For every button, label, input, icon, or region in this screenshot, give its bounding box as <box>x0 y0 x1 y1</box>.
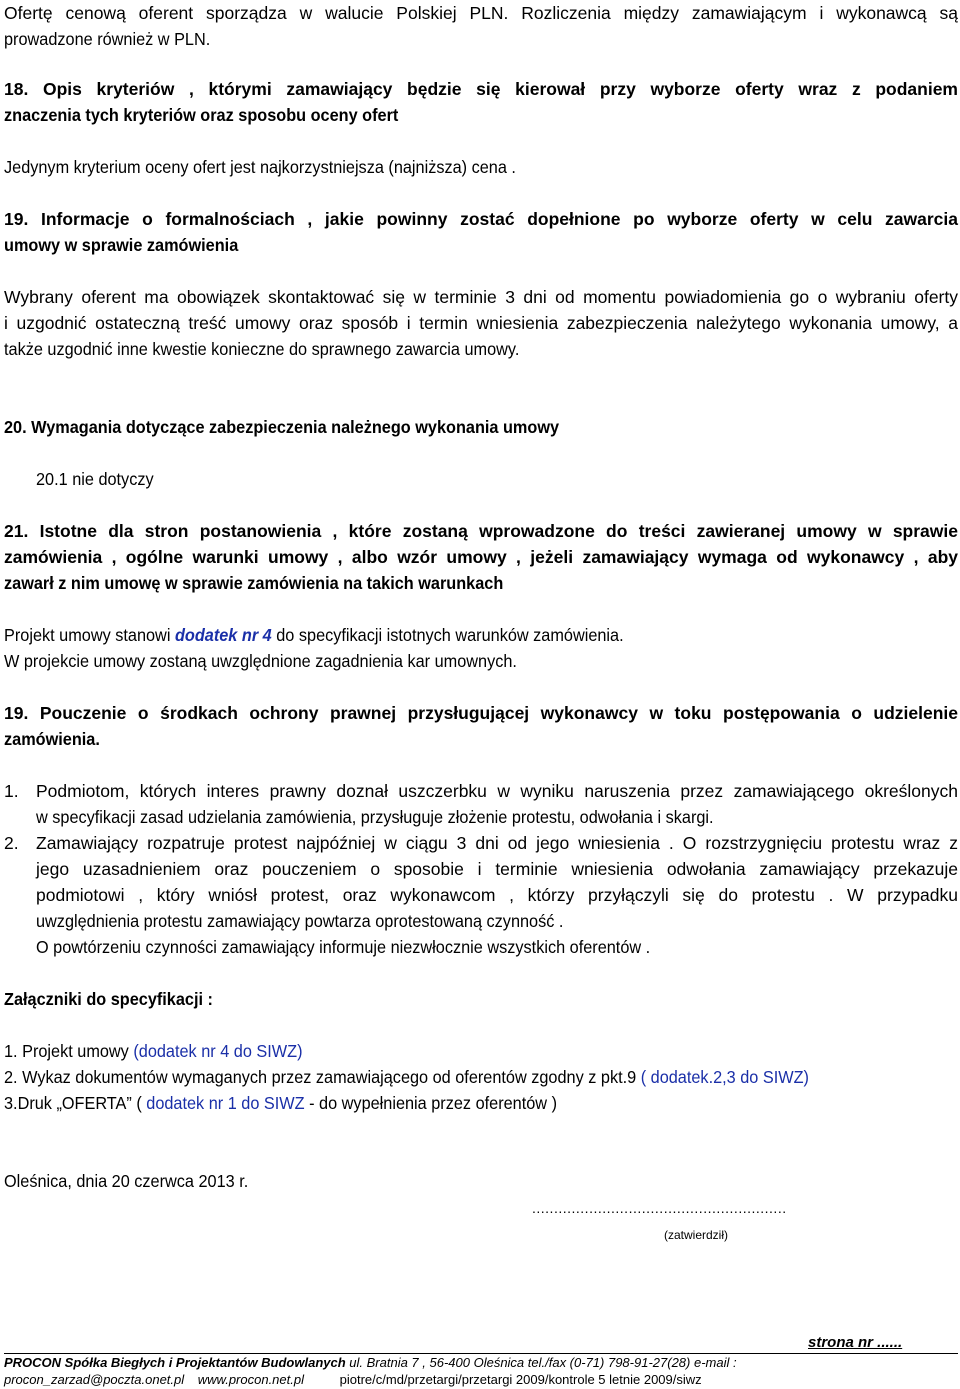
attachment-3 <box>4 1090 557 1116</box>
section-18-body: Jedynym kryterium oceny ofert jest najkorzystniejsza (najniższa) cena . <box>4 157 516 177</box>
list-item-1-line-2: w specyfikacji zasad udzielania zamówienia, przysługuje złożenie protestu, odwołania i skargi. <box>36 807 714 827</box>
footer-line-1 <box>4 1354 737 1372</box>
dodatek-4-link[interactable]: dodatek nr 4 <box>174 625 272 645</box>
section-19b-heading-2: zamówienia. <box>4 729 100 749</box>
section-18-heading-2: znaczenia tych kryteriów oraz sposobu oceny ofert <box>4 105 399 125</box>
list-item-number: 2. <box>4 833 19 853</box>
section-19b-heading-1: 19. Pouczenie o środkach ochrony prawnej przysługującej wykonawcy w toku postępowania o udzielenie <box>4 703 958 723</box>
attachment-3-end: - do wypełnienia przez oferentów ) <box>304 1093 557 1113</box>
page-number: strona nr ...... <box>808 1334 903 1351</box>
section-20-heading: 20. Wymagania dotyczące zabezpieczenia należnego wykonania umowy <box>4 417 560 437</box>
approved-label: (zatwierdził) <box>664 1228 729 1242</box>
section-21-heading-1: 21. Istotne dla stron postanowienia , które zostaną wprowadzone do treści zawieranej umowy w sprawie <box>4 521 958 541</box>
signature-dots: .......................................................... <box>532 1200 787 1216</box>
footer-path: piotre/c/md/przetargi/przetargi 2009/kontrole 5 letnie 2009/siwz <box>339 1372 702 1387</box>
footer-line-2 <box>4 1371 702 1389</box>
para-1-end: do specyfikacji istotnych warunków zamówienia. <box>271 625 624 645</box>
list-item-1-line-1: Podmiotom, których interes prawny doznał uszczerbku w wyniku naruszenia przez zamawiającego określonych <box>36 781 958 801</box>
attachment-2 <box>4 1064 809 1090</box>
section-21-heading-3: zawarł z nim umowę w sprawie zamówienia na takich warunkach <box>4 573 504 593</box>
list-item-number: 1. <box>4 781 19 801</box>
section-19-heading-1: 19. Informacje o formalnościach , jakie powinny zostać dopełnione po wyborze oferty w celu zawarcia <box>4 209 958 229</box>
attachment-3-text: 3.Druk „OFERTA” ( <box>4 1093 147 1113</box>
list-item-2-line-4: uwzględnienia protestu zamawiający powtarza oprotestowaną czynność . <box>36 911 564 931</box>
section-19-body-3: także uzgodnić inne kwestie konieczne do sprawnego zawarcia umowy. <box>4 339 520 359</box>
company-address: ul. Bratnia 7 , 56-400 Oleśnica tel./fax (0-71) 798-91-27(28) e-mail : <box>345 1355 737 1370</box>
intro-line-1: Ofertę cenową oferent sporządza w walucie Polskiej PLN. Rozliczenia między zamawiającym i wykonawcą są <box>4 3 958 23</box>
place-date: Oleśnica, dnia 20 czerwca 2013 r. <box>4 1171 249 1191</box>
attachments-heading: Załączniki do specyfikacji : <box>4 989 213 1009</box>
list-item-2-line-3: podmiotowi , który wniósł protest, oraz wykonawcom , którzy przyłączyli się do protestu . W przypadku <box>36 885 958 905</box>
attachment-1 <box>4 1038 303 1064</box>
section-19-heading-2: umowy w sprawie zamówienia <box>4 235 239 255</box>
attachment-3-link[interactable]: dodatek nr 1 do SIWZ <box>146 1093 305 1113</box>
section-19-body-2: i uzgodnić ostateczną treść umowy oraz sposób i termin wniesienia zabezpieczenia należytego wykonania umowy, a <box>4 313 958 333</box>
footer-www[interactable]: www.procon.net.pl <box>197 1372 304 1387</box>
attachment-2-link[interactable]: ( dodatek.2,3 do SIWZ) <box>640 1067 809 1087</box>
section-20-item: 20.1 nie dotyczy <box>36 469 154 489</box>
section-19-body-1: Wybrany oferent ma obowiązek skontaktować się w terminie 3 dni od momentu powiadomienia go o wybraniu oferty <box>4 287 958 307</box>
attachment-1-text: 1. Projekt umowy <box>4 1041 134 1061</box>
section-18-heading-1: 18. Opis kryteriów , którymi zamawiający będzie się kierował przy wyborze oferty wraz z podaniem <box>4 79 958 99</box>
attachment-2-text: 2. Wykaz dokumentów wymaganych przez zamawiającego od oferentów zgodny z pkt.9 <box>4 1067 641 1087</box>
para-1-start: Projekt umowy stanowi <box>4 625 175 645</box>
attachment-1-link[interactable]: (dodatek nr 4 do SIWZ) <box>133 1041 303 1061</box>
list-item-2-line-5: O powtórzeniu czynności zamawiający informuje niezwłocznie wszystkich oferentów . <box>36 937 651 957</box>
section-21-para-2: W projekcie umowy zostaną uwzględnione zagadnienia kar umownych. <box>4 651 517 671</box>
section-21-para-1 <box>4 622 624 648</box>
section-21-heading-2: zamówienia , ogólne warunki umowy , albo wzór umowy , jeżeli zamawiający wymaga od wykonawcy , aby <box>4 547 958 567</box>
company-name: PROCON Spółka Biegłych i Projektantów Budowlanych <box>4 1355 346 1370</box>
intro-line-2: prowadzone również w PLN. <box>4 29 211 49</box>
list-item-2-line-2: jego uzasadnieniem oraz pouczeniem o sposobie i terminie wniesienia odwołania zamawiający przekazuje <box>36 859 958 879</box>
footer-email[interactable]: procon_zarzad@poczta.onet.pl <box>4 1372 185 1387</box>
list-item-2-line-1: Zamawiający rozpatruje protest najpóźniej w ciągu 3 dni od jego wniesienia . O rozstrzygnięciu protestu wraz z <box>36 833 958 853</box>
